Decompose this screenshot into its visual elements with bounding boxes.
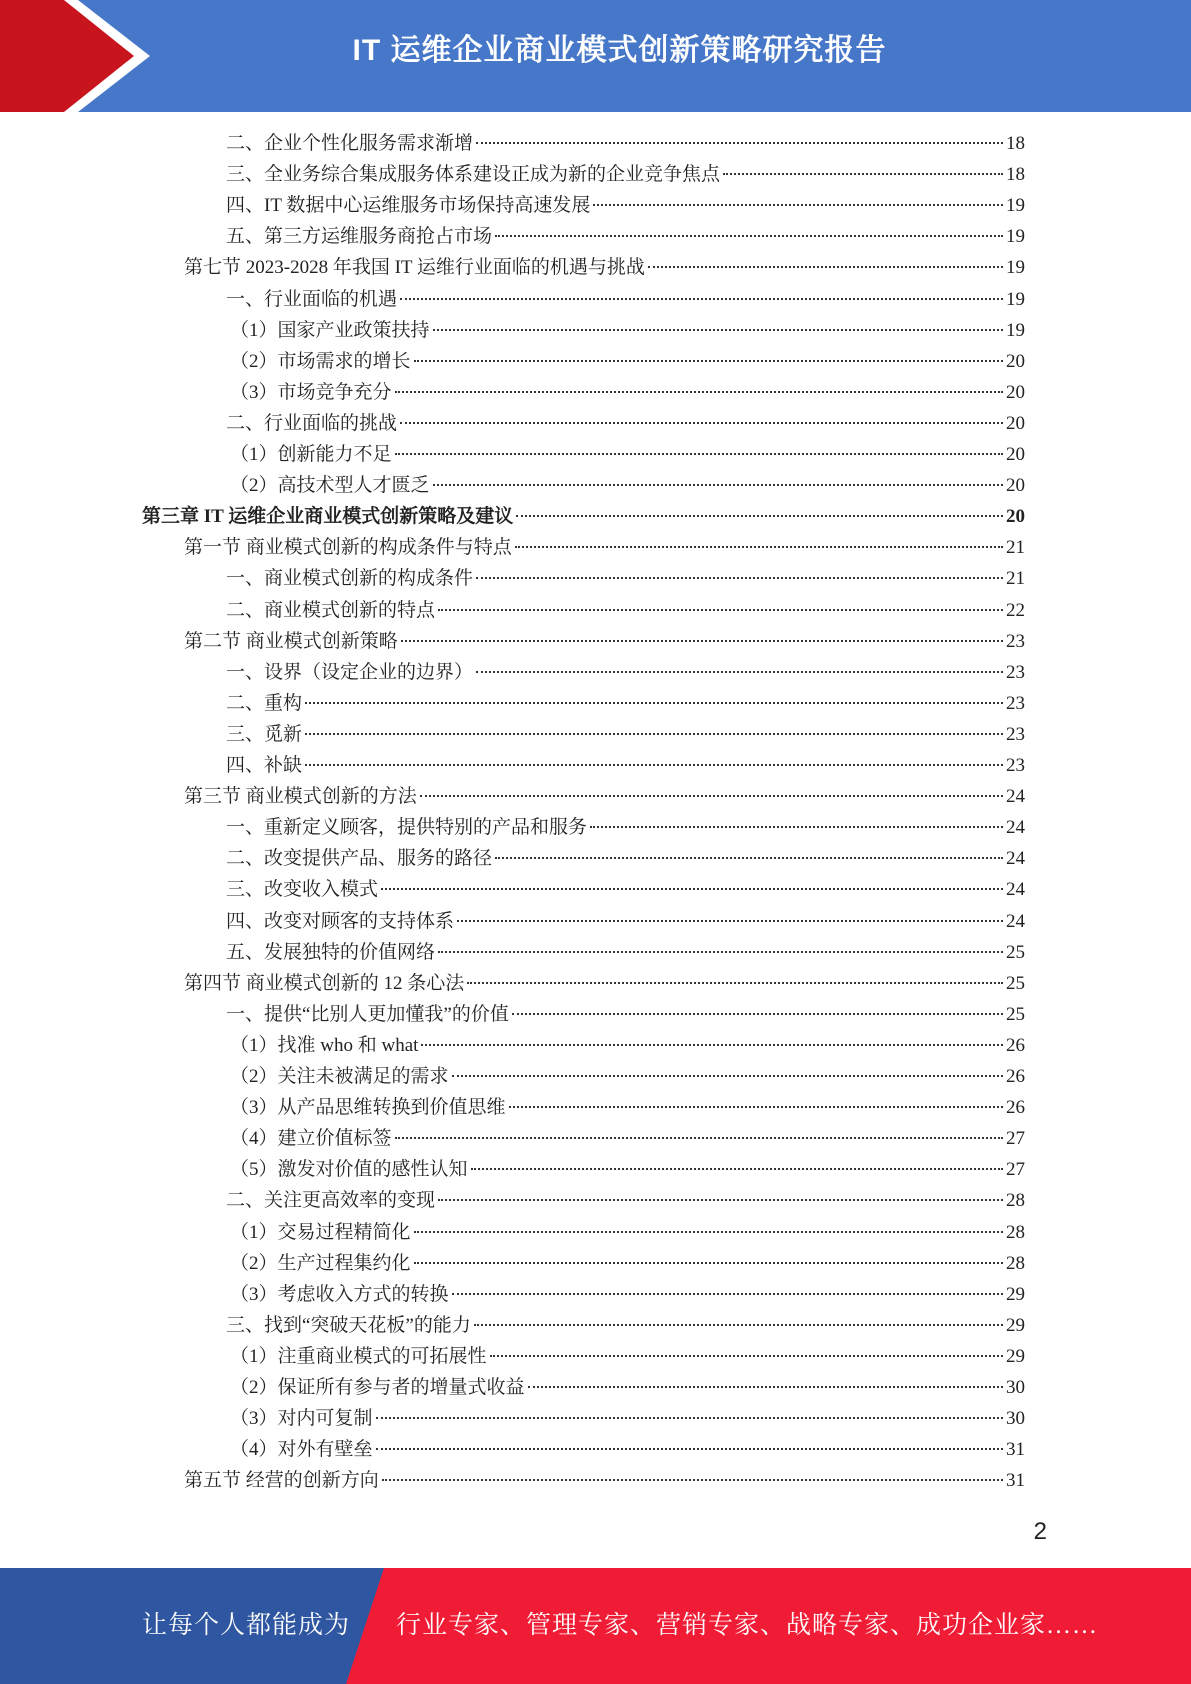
toc-dot-leader — [382, 1479, 1003, 1481]
toc-entry-page: 29 — [1006, 1283, 1025, 1305]
toc-entry-title: （1）创新能力不足 — [230, 444, 392, 465]
toc-entry[interactable] — [226, 408, 1025, 439]
toc-entry[interactable] — [226, 812, 1025, 843]
toc-dot-leader — [395, 453, 1003, 455]
toc-entry-page: 24 — [1006, 817, 1025, 839]
toc-entry[interactable] — [230, 1279, 1025, 1310]
toc-entry-title: （1）找准 who 和 what — [230, 1034, 419, 1056]
toc-entry-title: 三、找到“突破天花板”的能力 — [226, 1314, 471, 1336]
toc-dot-leader — [467, 982, 1003, 984]
toc-dot-leader — [400, 422, 1003, 424]
toc-entry-title: 二、关注更高效率的变现 — [226, 1190, 436, 1212]
toc-entry[interactable] — [230, 1123, 1025, 1154]
page-header — [0, 0, 1191, 112]
toc-entry-page: 31 — [1006, 1439, 1025, 1461]
toc-dot-leader — [509, 1106, 1003, 1108]
toc-dot-leader — [476, 142, 1003, 144]
toc-entry-page: 24 — [1006, 848, 1025, 870]
toc-entry-page: 18 — [1006, 133, 1025, 154]
toc-dot-leader — [452, 1075, 1003, 1077]
toc-entry[interactable] — [226, 1185, 1025, 1216]
toc-entry-page: 20 — [1006, 412, 1025, 434]
toc-dot-leader — [414, 360, 1003, 362]
toc-entry-title: 第五节 经营的创新方向 — [184, 1470, 379, 1492]
toc-dot-leader — [305, 702, 1003, 704]
toc-entry-page: 19 — [1006, 195, 1025, 217]
toc-entry-title: 第三节 商业模式创新的方法 — [184, 786, 417, 808]
toc-dot-leader — [400, 298, 1003, 300]
toc-entry-page: 31 — [1006, 1470, 1025, 1492]
toc-dot-leader — [433, 329, 1003, 331]
toc-entry-page: 21 — [1006, 537, 1025, 559]
toc-dot-leader — [723, 173, 1003, 175]
toc-entry-page: 27 — [1006, 1159, 1025, 1181]
toc-dot-leader — [471, 1168, 1003, 1170]
toc-entry-title: 三、全业务综合集成服务体系建设正成为新的企业竞争焦点 — [226, 164, 721, 186]
toc-entry-page: 28 — [1006, 1221, 1025, 1243]
toc-entry-title: 五、发展独特的价值网络 — [226, 941, 436, 963]
toc-entry-title: 一、商业模式创新的构成条件 — [226, 568, 474, 590]
toc-entry[interactable] — [226, 843, 1025, 874]
toc-entry-title: （4）建立价值标签 — [230, 1128, 392, 1150]
toc-entry-page: 21 — [1006, 568, 1025, 590]
toc-entry[interactable] — [226, 1310, 1025, 1341]
toc-entry[interactable] — [226, 595, 1025, 626]
toc-entry-page: 23 — [1006, 661, 1025, 683]
toc-entry[interactable] — [226, 999, 1025, 1030]
toc-entry-title: 二、企业个性化服务需求渐增 — [226, 133, 474, 154]
toc-dot-leader — [305, 733, 1003, 735]
toc-entry-title: （2）生产过程集约化 — [230, 1252, 411, 1274]
toc-entry[interactable] — [226, 221, 1025, 252]
toc-dot-leader — [490, 1355, 1003, 1357]
toc-dot-leader — [395, 391, 1003, 393]
toc-entry-title: 二、重构 — [226, 692, 303, 714]
toc-entry-title: （1）注重商业模式的可拓展性 — [230, 1345, 487, 1367]
toc-entry-title: （3）从产品思维转换到价值思维 — [230, 1097, 506, 1119]
toc-entry[interactable] — [184, 252, 1025, 283]
toc-entry-page: 25 — [1006, 1003, 1025, 1025]
toc-entry-page: 24 — [1006, 910, 1025, 932]
toc-entry[interactable] — [184, 626, 1025, 657]
toc-entry[interactable] — [226, 284, 1025, 315]
toc-entry-page: 19 — [1006, 257, 1025, 279]
toc-entry[interactable] — [230, 1217, 1025, 1248]
toc-dot-leader — [305, 764, 1003, 766]
toc-entry-page: 23 — [1006, 630, 1025, 652]
toc-dot-leader — [457, 920, 1003, 922]
toc-dot-leader — [476, 577, 1003, 579]
toc-entry[interactable] — [184, 1465, 1025, 1496]
toc-entry-page: 25 — [1006, 941, 1025, 963]
toc-entry-page: 23 — [1006, 755, 1025, 776]
toc-entry[interactable] — [230, 346, 1025, 377]
toc-entry[interactable] — [230, 1030, 1025, 1061]
toc-entry-page: 20 — [1006, 475, 1025, 497]
toc-entry-page: 27 — [1006, 1128, 1025, 1150]
toc-entry-title: 五、第三方运维服务商抢占市场 — [226, 226, 493, 248]
toc-entry[interactable] — [184, 968, 1025, 999]
toc-entry[interactable] — [226, 937, 1025, 968]
toc-dot-leader — [528, 1386, 1003, 1388]
toc-entry-title: （4）对外有壁垒 — [230, 1439, 373, 1461]
toc-entry[interactable] — [226, 159, 1025, 190]
toc-entry-title: （2）市场需求的增长 — [230, 350, 411, 372]
toc-entry-page: 20 — [1006, 350, 1025, 372]
toc-entry-title: （3）考虑收入方式的转换 — [230, 1283, 449, 1305]
toc-entry[interactable] — [226, 719, 1025, 750]
footer-slogan-right: 行业专家、管理专家、营销专家、战略专家、成功企业家…… — [396, 1612, 1099, 1639]
toc-entry[interactable] — [230, 1403, 1025, 1434]
toc-entry-page: 30 — [1006, 1408, 1025, 1430]
toc-entry-title: （1）国家产业政策扶持 — [230, 319, 430, 341]
toc-entry[interactable] — [230, 315, 1025, 346]
toc-entry-title: 二、行业面临的挑战 — [226, 412, 398, 434]
toc-dot-leader — [401, 640, 1003, 642]
toc-entry[interactable] — [230, 1372, 1025, 1403]
toc-entry[interactable] — [226, 563, 1025, 594]
toc-entry-page: 26 — [1006, 1066, 1025, 1087]
toc-entry-title: 第三章 IT 运维企业商业模式创新策略及建议 — [142, 506, 514, 528]
toc-dot-leader — [593, 204, 1003, 206]
toc-dot-leader — [590, 826, 1003, 828]
toc-entry-title: （5）激发对价值的感性认知 — [230, 1159, 468, 1181]
toc-entry-page: 25 — [1006, 972, 1025, 994]
page-footer — [0, 1568, 1191, 1684]
toc-entry-page: 18 — [1006, 164, 1025, 186]
toc-dot-leader — [495, 235, 1003, 237]
toc-entry-title: 二、改变提供产品、服务的路径 — [226, 848, 493, 870]
toc-entry-page: 20 — [1006, 444, 1025, 465]
footer-slogan-left: 让每个人都能成为 — [142, 1612, 351, 1639]
toc-entry[interactable] — [226, 190, 1025, 221]
toc-entry[interactable] — [226, 906, 1025, 937]
toc-entry-page: 23 — [1006, 723, 1025, 745]
toc-entry-title: 一、设界（设定企业的边界） — [226, 661, 474, 683]
toc-entry-page: 19 — [1006, 319, 1025, 341]
toc-entry[interactable] — [226, 128, 1025, 159]
toc-entry-title: 三、改变收入模式 — [226, 879, 379, 901]
toc-entry[interactable] — [226, 688, 1025, 719]
toc-entry-page: 24 — [1006, 879, 1025, 901]
toc-entry[interactable] — [226, 874, 1025, 905]
toc-entry-page: 28 — [1006, 1252, 1025, 1274]
toc-entry-title: 第二节 商业模式创新策略 — [184, 630, 398, 652]
toc-dot-leader — [381, 888, 1003, 890]
toc-entry-title: 第七节 2023-2028 年我国 IT 运维行业面临的机遇与挑战 — [184, 257, 645, 279]
toc-dot-leader — [376, 1417, 1003, 1419]
toc-dot-leader — [648, 266, 1003, 268]
report-title: IT 运维企业商业模式创新策略研究报告 — [352, 34, 887, 67]
toc-entry-page: 26 — [1006, 1034, 1025, 1056]
toc-dot-leader — [420, 795, 1003, 797]
toc-entry-page: 22 — [1006, 599, 1025, 621]
toc-entry-page: 23 — [1006, 692, 1025, 714]
toc-dot-leader — [512, 1013, 1003, 1015]
toc-dot-leader — [433, 484, 1003, 486]
toc-entry[interactable] — [230, 1154, 1025, 1185]
toc-entry-page: 19 — [1006, 288, 1025, 310]
page-number: 2 — [1033, 1518, 1047, 1545]
toc-entry[interactable] — [230, 439, 1025, 470]
toc-entry-page: 30 — [1006, 1377, 1025, 1398]
toc-dot-leader — [414, 1262, 1003, 1264]
toc-entry-title: （2）保证所有参与者的增量式收益 — [230, 1377, 525, 1398]
toc-entry[interactable] — [226, 750, 1025, 781]
toc-entry-title: 四、补缺 — [226, 755, 303, 776]
toc-entry[interactable] — [230, 1248, 1025, 1279]
toc-dot-leader — [421, 1044, 1003, 1046]
toc-dot-leader — [395, 1137, 1003, 1139]
toc-entry-title: 三、觅新 — [226, 723, 303, 745]
toc-entry-page: 28 — [1006, 1190, 1025, 1212]
toc-entry[interactable] — [230, 377, 1025, 408]
toc-dot-leader — [474, 1324, 1003, 1326]
toc-dot-leader — [495, 857, 1003, 859]
toc-entry[interactable] — [226, 657, 1025, 688]
toc-entry[interactable] — [184, 781, 1025, 812]
toc-entry[interactable] — [230, 470, 1025, 501]
toc-dot-leader — [438, 1199, 1003, 1201]
toc-entry-title: 一、提供“比别人更加懂我”的价值 — [226, 1003, 509, 1025]
toc-dot-leader — [438, 609, 1003, 611]
toc-dot-leader — [476, 671, 1003, 673]
toc-entry-title: （1）交易过程精简化 — [230, 1221, 411, 1243]
toc-entry[interactable] — [230, 1092, 1025, 1123]
toc-entry-title: （2）关注未被满足的需求 — [230, 1066, 449, 1087]
toc-entry[interactable] — [184, 532, 1025, 563]
toc-entry-page: 24 — [1006, 786, 1025, 808]
toc-dot-leader — [438, 951, 1003, 953]
toc-entry-title: 第一节 商业模式创新的构成条件与特点 — [184, 537, 512, 559]
toc-entry-title: 四、改变对顾客的支持体系 — [226, 910, 455, 932]
toc-entry-title: 一、重新定义顾客，提供特别的产品和服务 — [226, 817, 588, 839]
toc-entry-page: 29 — [1006, 1345, 1025, 1367]
toc-entry[interactable] — [142, 501, 1025, 532]
toc-dot-leader — [376, 1448, 1003, 1450]
toc-entry-page: 26 — [1006, 1097, 1025, 1119]
toc-dot-leader — [516, 515, 1003, 517]
toc-dot-leader — [515, 546, 1003, 548]
toc-entry[interactable] — [230, 1434, 1025, 1465]
toc-entry-title: 第四节 商业模式创新的 12 条心法 — [184, 972, 465, 994]
toc-entry-page: 19 — [1006, 226, 1025, 248]
toc-entry-title: （3）市场竞争充分 — [230, 381, 392, 403]
toc-entry-title: 四、IT 数据中心运维服务市场保持高速发展 — [226, 195, 591, 217]
toc-entry-page: 20 — [1006, 506, 1025, 528]
toc-entry-title: 二、商业模式创新的特点 — [226, 599, 436, 621]
toc-entry[interactable] — [230, 1061, 1025, 1092]
toc-entry-title: （2）高技术型人才匮乏 — [230, 475, 430, 497]
toc-dot-leader — [452, 1293, 1003, 1295]
toc-entry-title: （3）对内可复制 — [230, 1408, 373, 1430]
toc-entry-page: 29 — [1006, 1314, 1025, 1336]
toc-entry-page: 20 — [1006, 381, 1025, 403]
toc-entry-title: 一、行业面临的机遇 — [226, 288, 398, 310]
toc-entry[interactable] — [230, 1341, 1025, 1372]
toc-dot-leader — [414, 1231, 1003, 1233]
